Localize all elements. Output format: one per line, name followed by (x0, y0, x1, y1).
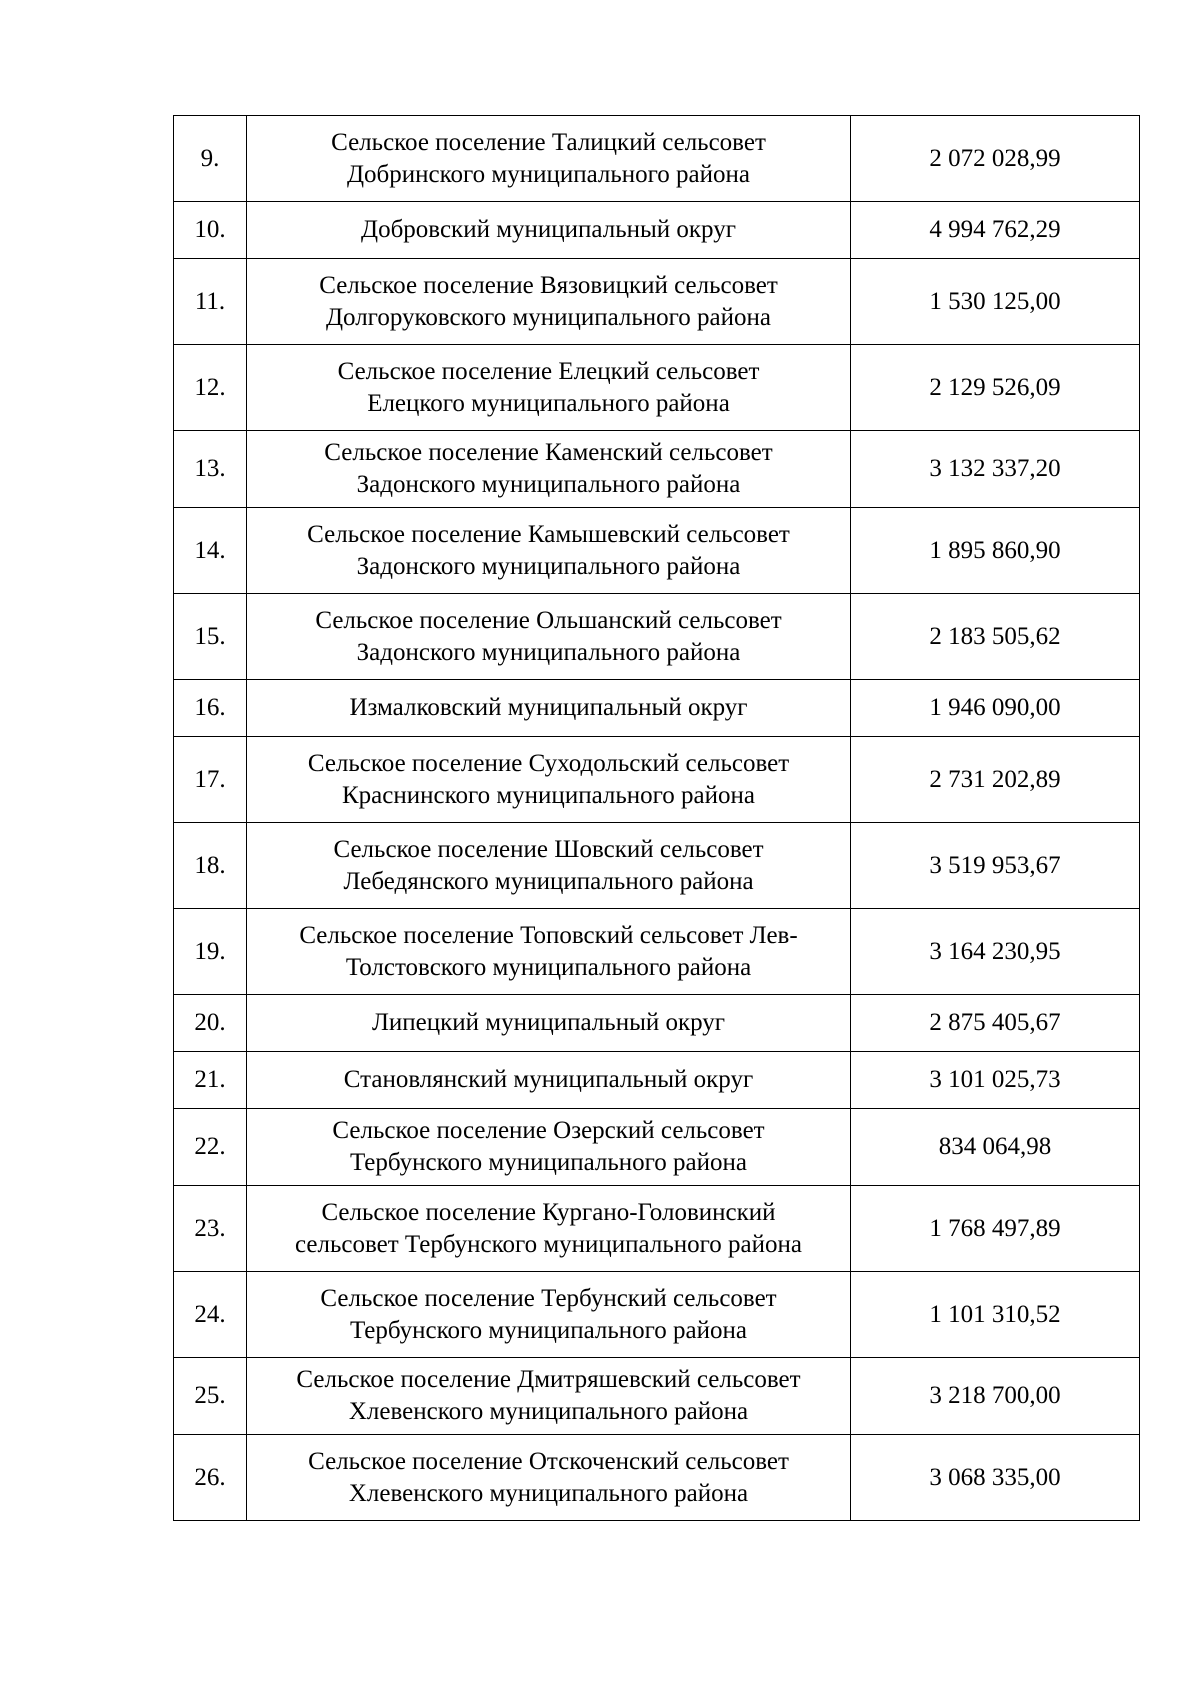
municipality-name-cell (247, 202, 851, 259)
municipality-name-cell (247, 823, 851, 909)
municipality-name-line: Сельское поселение Тербунский сельсовет (320, 1284, 777, 1312)
table-row (174, 680, 1140, 737)
municipality-name-line: Сельское поселение Камышевский сельсовет (307, 520, 790, 548)
table-row (174, 202, 1140, 259)
municipality-name-line: Липецкий муниципальный округ (371, 1009, 726, 1036)
table-row (174, 431, 1140, 508)
table-row (174, 259, 1140, 345)
municipality-name-line: Сельское поселение Шовский сельсовет (333, 835, 764, 863)
table-row (174, 1052, 1140, 1109)
row-number-cell: 14. (174, 508, 247, 594)
municipality-name-line: сельсовет Тербунского муниципального района (295, 1230, 802, 1258)
municipality-name-cell (247, 680, 851, 737)
row-number-cell: 13. (174, 431, 247, 508)
row-number-cell: 24. (174, 1272, 247, 1358)
municipality-name-line: Сельское поселение Отскоченский сельсовет (308, 1447, 789, 1475)
municipality-name-line: Сельское поселение Суходольский сельсовет (307, 749, 790, 777)
amount-cell: 2 072 028,99 (851, 116, 1140, 202)
row-number-cell: 11. (174, 259, 247, 345)
municipality-name-line: Тербунского муниципального района (349, 1149, 748, 1176)
row-number-cell: 17. (174, 737, 247, 823)
municipality-name-line: Сельское поселение Каменский сельсовет (324, 439, 773, 466)
amount-cell: 834 064,98 (851, 1109, 1140, 1186)
municipality-name-line: Задонского муниципального района (356, 471, 741, 498)
municipality-name-line: Добровский муниципальный округ (361, 216, 736, 243)
table-row (174, 995, 1140, 1052)
municipality-name-cell (247, 1052, 851, 1109)
table-row (174, 1186, 1140, 1272)
municipality-name-line: Сельское поселение Вязовицкий сельсовет (319, 271, 778, 299)
amount-cell: 3 068 335,00 (851, 1435, 1140, 1521)
row-number-cell: 18. (174, 823, 247, 909)
amount-cell: 1 768 497,89 (851, 1186, 1140, 1272)
municipality-name-line: Долгоруковского муниципального района (325, 303, 771, 331)
amount-cell: 1 895 860,90 (851, 508, 1140, 594)
municipality-name-line: Сельское поселение Озерский сельсовет (332, 1117, 765, 1144)
municipality-name-cell (247, 1358, 851, 1435)
table-row (174, 909, 1140, 995)
municipality-name-cell (247, 995, 851, 1052)
row-number-cell: 12. (174, 345, 247, 431)
municipality-name-line: Краснинского муниципального района (342, 781, 755, 809)
table-row (174, 1109, 1140, 1186)
amount-cell: 1 946 090,00 (851, 680, 1140, 737)
municipality-name-line: Сельское поселение Ольшанский сельсовет (315, 606, 782, 634)
amount-cell: 3 519 953,67 (851, 823, 1140, 909)
table-row (174, 594, 1140, 680)
table-row (174, 1358, 1140, 1435)
municipality-name-line: Становлянский муниципальный округ (343, 1066, 754, 1093)
amount-cell: 2 731 202,89 (851, 737, 1140, 823)
municipality-name-line: Елецкого муниципального района (367, 389, 730, 417)
table-row (174, 508, 1140, 594)
municipality-name-cell (247, 1272, 851, 1358)
table-row (174, 345, 1140, 431)
amount-cell: 1 101 310,52 (851, 1272, 1140, 1358)
row-number-cell: 15. (174, 594, 247, 680)
municipality-name-line: Сельское поселение Елецкий сельсовет (337, 357, 760, 385)
row-number-cell: 22. (174, 1109, 247, 1186)
row-number-cell: 16. (174, 680, 247, 737)
amount-cell: 3 218 700,00 (851, 1358, 1140, 1435)
amount-cell: 2 875 405,67 (851, 995, 1140, 1052)
row-number-cell: 10. (174, 202, 247, 259)
municipality-name-cell (247, 1109, 851, 1186)
municipality-name-line: Измалковский муниципальный округ (349, 694, 748, 721)
municipality-name-line: Сельское поселение Дмитряшевский сельсовет (296, 1366, 801, 1393)
row-number-cell: 9. (174, 116, 247, 202)
table-row (174, 116, 1140, 202)
municipality-name-line: Хлевенского муниципального района (348, 1479, 749, 1507)
allocation-table-body (174, 116, 1140, 1521)
municipality-name-line: Толстовского муниципального района (345, 953, 752, 981)
municipality-name-cell (247, 909, 851, 995)
municipality-name-line: Задонского муниципального района (356, 638, 741, 666)
allocation-table (173, 115, 1140, 1521)
municipality-name-cell (247, 116, 851, 202)
municipality-name-line: Хлевенского муниципального района (348, 1398, 749, 1425)
amount-cell: 4 994 762,29 (851, 202, 1140, 259)
municipality-name-line: Сельское поселение Талицкий сельсовет (331, 128, 766, 156)
municipality-name-cell (247, 594, 851, 680)
municipality-name-cell (247, 508, 851, 594)
municipality-name-cell (247, 1186, 851, 1272)
municipality-name-line: Добринского муниципального района (346, 160, 750, 188)
municipality-name-line: Сельское поселение Топовский сельсовет Лев- (299, 921, 798, 949)
row-number-cell: 20. (174, 995, 247, 1052)
amount-cell: 2 129 526,09 (851, 345, 1140, 431)
municipality-name-cell (247, 1435, 851, 1521)
municipality-name-cell (247, 259, 851, 345)
municipality-name-cell (247, 431, 851, 508)
municipality-name-line: Сельское поселение Кургано-Головинский (321, 1198, 776, 1226)
amount-cell: 3 132 337,20 (851, 431, 1140, 508)
municipality-name-cell (247, 345, 851, 431)
amount-cell: 1 530 125,00 (851, 259, 1140, 345)
amount-cell: 3 164 230,95 (851, 909, 1140, 995)
amount-cell: 2 183 505,62 (851, 594, 1140, 680)
municipality-name-line: Тербунского муниципального района (349, 1316, 748, 1344)
table-row (174, 1272, 1140, 1358)
municipality-name-line: Задонского муниципального района (356, 552, 741, 580)
municipality-name-line: Лебедянского муниципального района (343, 867, 754, 895)
table-row (174, 737, 1140, 823)
row-number-cell: 19. (174, 909, 247, 995)
table-row (174, 1435, 1140, 1521)
row-number-cell: 26. (174, 1435, 247, 1521)
row-number-cell: 25. (174, 1358, 247, 1435)
municipality-name-cell (247, 737, 851, 823)
row-number-cell: 23. (174, 1186, 247, 1272)
row-number-cell: 21. (174, 1052, 247, 1109)
amount-cell: 3 101 025,73 (851, 1052, 1140, 1109)
table-row (174, 823, 1140, 909)
